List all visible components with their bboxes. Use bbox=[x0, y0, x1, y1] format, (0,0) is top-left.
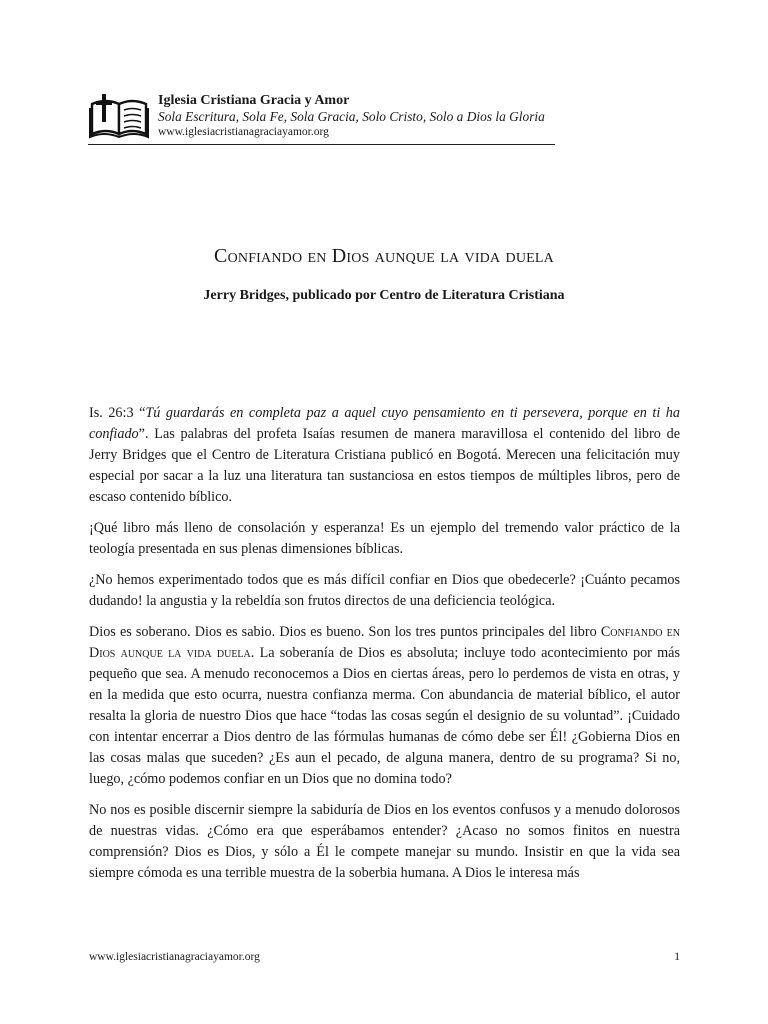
paragraph-3: ¿No hemos experimentado todos que es más difícil confiar en Dios que obedecerle? ¡Cuánto pecamos dudando! la angustia y la rebeldía son frutos directos de una deficiencia teológica. bbox=[89, 572, 680, 609]
bible-quote: Tú guardarás en completa paz a aquel cuyo pensamiento en ti persevera, porque en ti ha confiado bbox=[89, 405, 680, 442]
church-website[interactable]: www.iglesiacristianagraciayamor.org bbox=[158, 126, 329, 138]
paragraph-1 bbox=[89, 403, 680, 508]
church-motto: Sola Escritura, Sola Fe, Sola Gracia, Solo Cristo, Solo a Dios la Gloria bbox=[158, 109, 545, 124]
paragraph-1-text: ”. Las palabras del profeta Isaías resumen de manera maravillosa el contenido del libro de Jerry Bridges que el Centro de Literatura Cristiana publicó en Bogotá. Merecen una felicitación muy especial por sacar a la luz una literatura tan sustanciosa en estos tiempos de múltiples libros, pero de escaso contenido bíblico. bbox=[89, 426, 680, 505]
paragraph-4 bbox=[89, 622, 680, 790]
page-header bbox=[88, 88, 555, 145]
page-footer bbox=[89, 950, 680, 964]
open-bible-cross-icon bbox=[88, 90, 150, 140]
footer-website[interactable]: www.iglesiacristianagraciayamor.org bbox=[89, 951, 260, 963]
bible-reference: Is. 26:3 “ bbox=[89, 405, 146, 421]
paragraph-4-text: . La soberanía de Dios es absoluta; incluye todo acontecimiento por más pequeño que sea. A menudo reconocemos a Dios en ciertas áreas, pero lo perdemos de vista en otras, y en la medida que esto ocurra, nuestra confianza merma. Con abundancia de material bíblico, el autor resalta la gloria de nuestro Dios que hace “todas las cosas según el designio de su voluntad”. ¡Cuidado con intentar encerrar a Dios dentro de las fórmulas humanas de cómo debe ser Él! ¿Gobierna Dios en las cosas malas que suceden? ¿Es aun el pecado, de alguna manera, dentro de su programa? Si no, luego, ¿cómo podemos confiar en un Dios que no domina todo? bbox=[89, 645, 680, 787]
document-body bbox=[89, 403, 680, 894]
paragraph-4-intro: Dios es soberano. Dios es sabio. Dios es bueno. Son los tres puntos principales del libro bbox=[89, 624, 601, 640]
paragraph-2: ¡Qué libro más lleno de consolación y esperanza! Es un ejemplo del tremendo valor práctico de la teología presentada en sus plenas dimensiones bíblicas. bbox=[89, 520, 680, 557]
church-name: Iglesia Cristiana Gracia y Amor bbox=[158, 93, 350, 108]
page-number: 1 bbox=[674, 951, 680, 963]
book-title: Confiando en Dios aunque la vida duela bbox=[89, 624, 680, 661]
paragraph-5: No nos es posible discernir siempre la sabiduría de Dios en los eventos confusos y a menudo dolorosos de nuestras vidas. ¿Cómo era que esperábamos entender? ¿Acaso no somos finitos en nuestra comprensión? Dios es Dios, y sólo a Él le compete manejar su mundo. Insistir en que la vida sea siempre cómoda es una terrible muestra de la soberbia humana. A Dios le interesa más bbox=[89, 802, 680, 881]
document-title: Confiando en Dios aunque la vida duela bbox=[214, 245, 554, 267]
document-subtitle: Jerry Bridges, publicado por Centro de Literatura Cristiana bbox=[203, 288, 565, 303]
